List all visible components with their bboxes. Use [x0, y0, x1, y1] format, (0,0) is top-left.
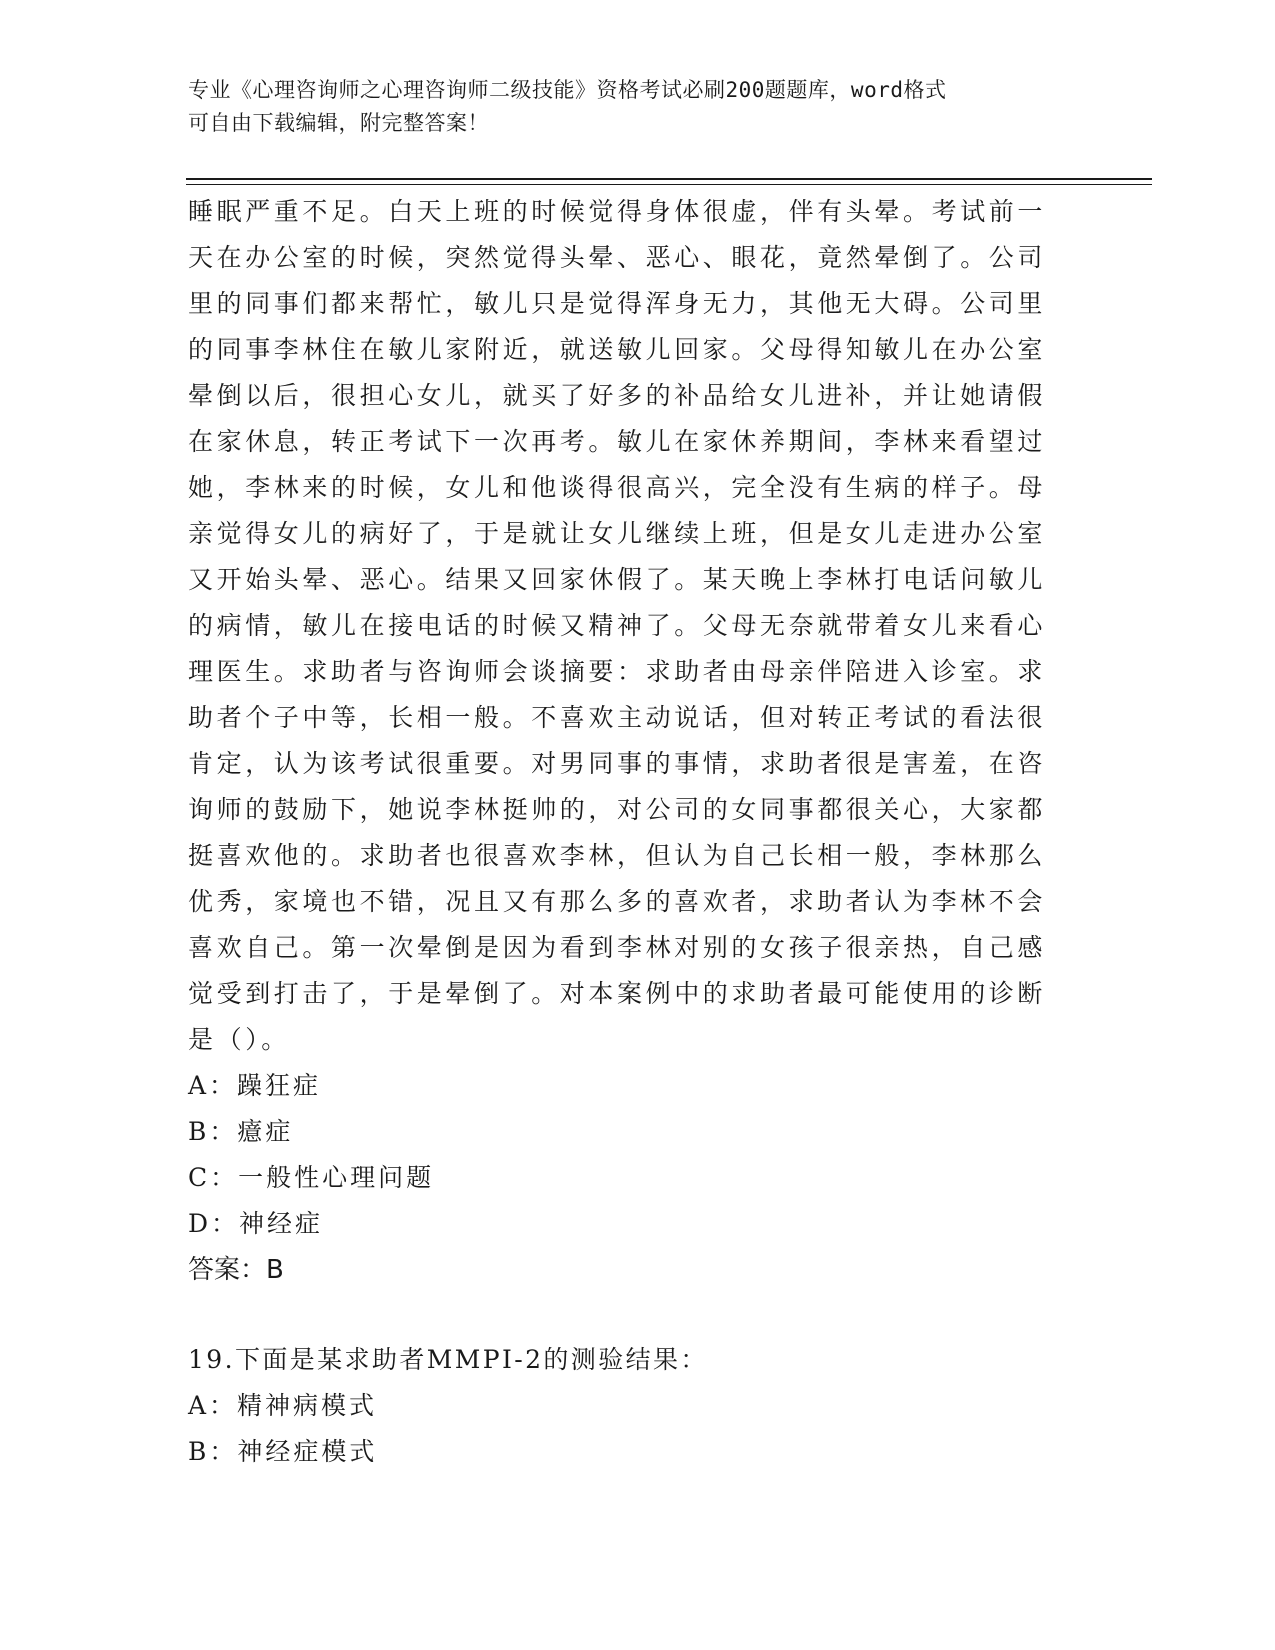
question-19	[188, 1337, 1088, 1475]
passage-line: 又开始头晕、恶心。结果又回家休假了。某天晚上李林打电话问敏儿	[188, 565, 1047, 594]
passage-line: 挺喜欢他的。求助者也很喜欢李林，但认为自己长相一般，李林那么	[188, 841, 1047, 870]
option-d: D：神经症	[188, 1209, 324, 1238]
document-body	[188, 189, 1088, 1475]
option-c: C：一般性心理问题	[188, 1163, 435, 1192]
passage-line: 理医生。求助者与咨询师会谈摘要：求助者由母亲伴陪进入诊室。求	[188, 657, 1047, 686]
header-divider-thin	[186, 184, 1152, 185]
question-19-stem: 19.下面是某求助者MMPI-2的测验结果：	[188, 1345, 708, 1374]
question-18-passage	[188, 189, 1088, 1063]
question-18-options	[188, 1063, 1088, 1247]
passage-line: 的同事李林住在敏儿家附近，就送敏儿回家。父母得知敏儿在办公室	[188, 335, 1047, 364]
page-header	[188, 74, 1068, 140]
passage-line: 睡眠严重不足。白天上班的时候觉得身体很虚，伴有头晕。考试前一	[188, 197, 1047, 226]
header-line-1: 专业《心理咨询师之心理咨询师二级技能》资格考试必刷200题题库，word格式	[188, 78, 947, 102]
passage-line: 亲觉得女儿的病好了，于是就让女儿继续上班，但是女儿走进办公室	[188, 519, 1047, 548]
option-b: B：神经症模式	[188, 1437, 378, 1466]
passage-line: 里的同事们都来帮忙，敏儿只是觉得浑身无力，其他无大碍。公司里	[188, 289, 1047, 318]
option-a: A：精神病模式	[188, 1391, 378, 1420]
passage-line: 晕倒以后，很担心女儿，就买了好多的补品给女儿进补，并让她请假	[188, 381, 1047, 410]
passage-line: 的病情，敏儿在接电话的时候又精神了。父母无奈就带着女儿来看心	[188, 611, 1047, 640]
passage-line: 觉受到打击了，于是晕倒了。对本案例中的求助者最可能使用的诊断	[188, 979, 1047, 1008]
passage-line: 肯定，认为该考试很重要。对男同事的事情，求助者很是害羞，在咨	[188, 749, 1047, 778]
passage-line: 她，李林来的时候，女儿和他谈得很高兴，完全没有生病的样子。母	[188, 473, 1047, 502]
header-divider-thick	[186, 178, 1152, 180]
question-18-answer: 答案：B	[188, 1255, 284, 1285]
header-line-2: 可自由下载编辑，附完整答案！	[188, 111, 489, 135]
passage-line: 天在办公室的时候，突然觉得头晕、恶心、眼花，竟然晕倒了。公司	[188, 243, 1047, 272]
option-b: B：癔症	[188, 1117, 294, 1146]
passage-line: 喜欢自己。第一次晕倒是因为看到李林对别的女孩子很亲热，自己感	[188, 933, 1047, 962]
passage-line: 是（）。	[188, 1025, 290, 1054]
passage-line: 在家休息，转正考试下一次再考。敏儿在家休养期间，李林来看望过	[188, 427, 1047, 456]
passage-line: 优秀，家境也不错，况且又有那么多的喜欢者，求助者认为李林不会	[188, 887, 1047, 916]
passage-line: 助者个子中等，长相一般。不喜欢主动说话，但对转正考试的看法很	[188, 703, 1047, 732]
passage-line: 询师的鼓励下，她说李林挺帅的，对公司的女同事都很关心，大家都	[188, 795, 1047, 824]
option-a: A：躁狂症	[188, 1071, 322, 1100]
